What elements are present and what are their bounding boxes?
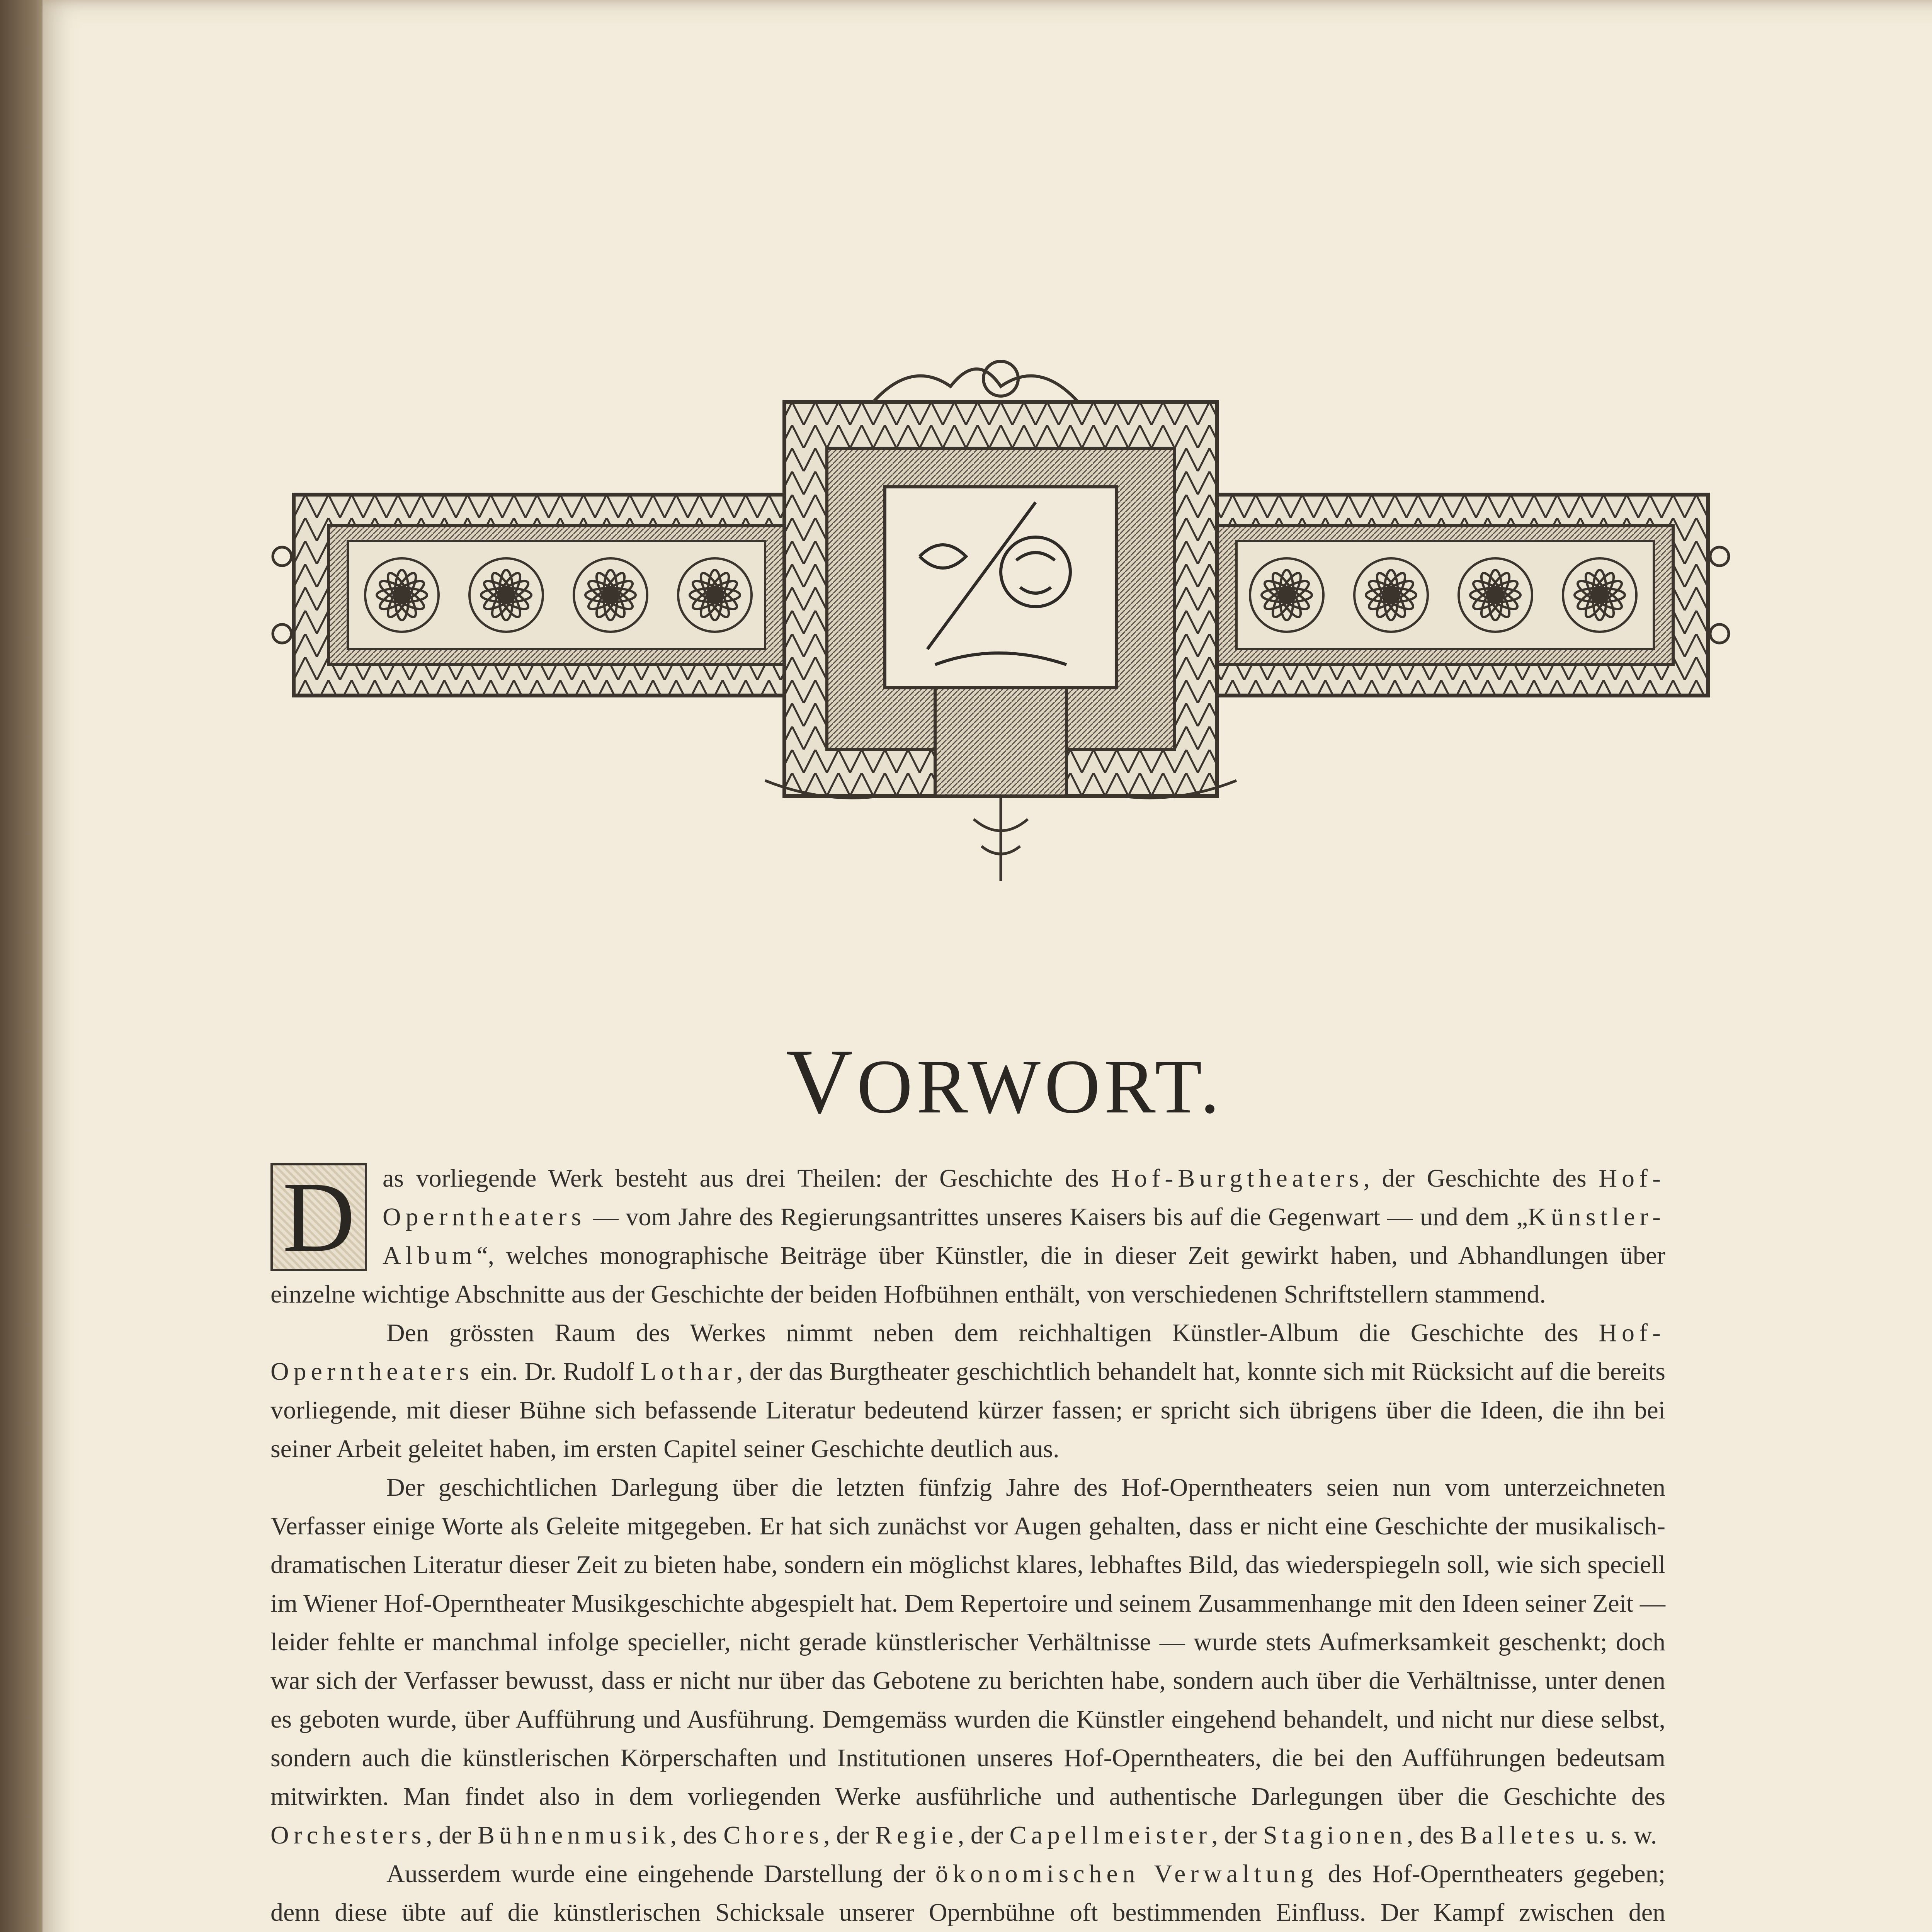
spaced-emphasis: Hof-Burgtheaters [1111, 1164, 1364, 1192]
preface-text [270, 1159, 1665, 1932]
spaced-emphasis: Regie [875, 1821, 958, 1849]
text-run: , der [823, 1821, 875, 1849]
spaced-emphasis: Capellmeister [1009, 1821, 1212, 1849]
spaced-emphasis: Lothar [641, 1357, 737, 1386]
text-run: , des [670, 1821, 724, 1849]
spaced-emphasis: ökonomischen Verwaltung [935, 1860, 1318, 1888]
spaced-emphasis: Stagionen [1263, 1821, 1407, 1849]
text-run: des Hof-Operntheaters gegeben; denn diese übte auf die künstlerischen Schicksale unserer Opernbühne oft bestimmenden Einfluss. Der Kampf zwischen den [270, 1860, 1665, 1927]
text-run: Ausserdem wurde eine eingehende Darstellung der [386, 1860, 935, 1888]
text-run: , der Geschichte des [1363, 1164, 1599, 1192]
text-run: , des [1406, 1821, 1460, 1849]
spaced-emphasis: Orchesters [270, 1821, 426, 1849]
text-run: , der [957, 1821, 1010, 1849]
drop-cap: D [270, 1163, 367, 1271]
text-run: as vorliegende Werk besteht aus drei Theilen: der Geschichte des [383, 1164, 1111, 1192]
text-run: , der das Burgtheater geschichtlich behandelt hat, konnte sich mit Rücksicht auf die bereits vorliegende, mit dieser Bühne sich befassende Literatur bedeutend kürzer fassen; er spricht sich übrigens über die Ideen, die ihn bei seiner Arbeit geleitet haben, im ersten Capitel seiner Geschichte deutlich aus. [270, 1357, 1665, 1463]
spaced-emphasis: Hof-Operntheaters [383, 1164, 1665, 1231]
text-run: , der [426, 1821, 478, 1849]
text-run: Der geschichtlichen Darlegung über die letzten fünfzig Jahre des Hof-Operntheaters seien nun vom unterzeichneten Verfasser einige Worte als Geleite mitgegeben. Er hat sich zunächst vor Augen gehalten, dass er nicht eine Geschichte der musikalisch-dramatischen Literatur dieser Zeit zu bieten habe, sondern ein möglichst klares, lebhaftes Bild, das wiederspiegeln soll, wie sich speciell im Wiener Hof-Operntheater Musikgeschichte abgespielt hat. Dem Repertoire und seinem Zusammenhange mit den Ideen seiner Zeit — leider fehlte er manchmal infolge specieller, nicht gerade künstlerischer Verhältnisse — wurde stets Aufmerksamkeit geschenkt; doch war sich der Verfasser bewusst, dass er nicht nur über das Gebotene zu berichten habe, sondern auch über die Verhältnisse, unter denen es geboten wurde, über Aufführung und Ausführung. Demgemäss wurden die Künstler eingehend behandelt, und nicht nur diese selbst, sondern auch die künstlerischen Körperschaften und Institutionen unseres Hof-Operntheaters, die bei den Aufführungen bedeutsam mitwirkten. Man findet also in dem vorliegenden Werke ausführliche und authentische Darlegungen über die Geschichte des [270, 1473, 1665, 1811]
paragraph-4 [270, 1855, 1665, 1932]
text-run: , der [1211, 1821, 1263, 1849]
spaced-emphasis: Chores [723, 1821, 824, 1849]
spaced-emphasis: Künstler-Album [383, 1203, 1665, 1270]
paragraph-3 [270, 1468, 1665, 1855]
header-ornament [270, 355, 1731, 889]
page-title: VORWORT. [786, 1030, 1224, 1133]
spaced-emphasis: Bühnenmusik [478, 1821, 670, 1849]
text-run: ein. Dr. Rudolf [474, 1357, 641, 1386]
text-run: u. s. w. [1579, 1821, 1657, 1849]
text-run: — vom Jahre des Regierungsantrittes unseres Kaisers bis auf die Gegenwart — und dem „ [586, 1203, 1528, 1231]
spaced-emphasis: Balletes [1460, 1821, 1580, 1849]
text-run: Den grössten Raum des Werkes nimmt neben dem reichhaltigen Künstler-Album die Geschichte des [386, 1319, 1599, 1347]
text-run: “, welches monographische Beiträge über Künstler, die in dieser Zeit gewirkt haben, und Abhandlungen über einzelne wichtige Abschnitte aus der Geschichte der beiden Hofbühnen enthält, von verschiedenen Schriftstellern stammend. [270, 1242, 1665, 1308]
paragraph-1 [270, 1159, 1665, 1314]
paragraph-2 [270, 1314, 1665, 1468]
spaced-emphasis: Hof-Operntheaters [270, 1319, 1665, 1386]
